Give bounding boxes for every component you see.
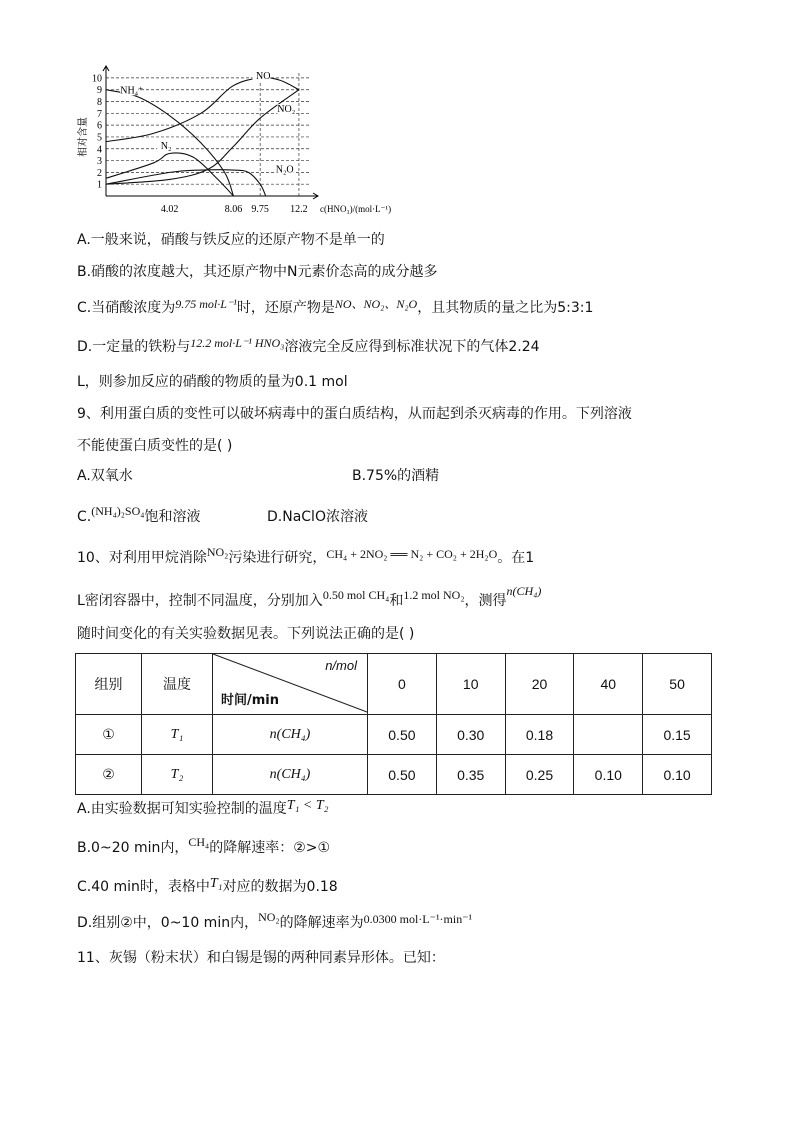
y-tick-label: 1 — [97, 179, 102, 191]
q8-c-text2: 时，还原产物是 — [236, 300, 335, 316]
th-time-0: 0 — [368, 654, 437, 715]
q10-c-text2: 对应的数据为0.18 — [222, 879, 338, 895]
cell-value: 0.25 — [505, 755, 574, 795]
q10-data-table — [75, 653, 712, 795]
q9-option-c[interactable] — [77, 504, 201, 527]
q9-c-formula: (NH₄)₂SO₄ — [91, 504, 145, 518]
q8-d-text2: 溶液完全反应得到标准状况下的气体2.24 — [284, 339, 540, 355]
q10-no2: NO₂ — [206, 545, 229, 559]
th-diag-top: n/mol — [325, 658, 357, 673]
cell-value: 0.35 — [436, 755, 505, 795]
th-time-2: 20 — [505, 654, 574, 715]
q10-a-text: A.由实验数据可知实验控制的温度 — [77, 801, 287, 817]
q8-option-c[interactable] — [77, 298, 593, 318]
cell-value: 0.30 — [436, 715, 505, 755]
q8-d-text1: D.一定量的铁粉与 — [77, 339, 191, 355]
cell-value — [574, 715, 643, 755]
q10-option-c[interactable] — [77, 877, 338, 898]
q10-c-formula: T₁ — [209, 876, 223, 891]
series-label: N₂ — [160, 140, 172, 152]
y-tick-label: 4 — [97, 144, 102, 156]
y-tick-label: 3 — [97, 156, 102, 168]
q10-a-formula: T₁ < T₂ — [286, 798, 329, 813]
table-row — [76, 715, 712, 755]
cell-value: 0.10 — [574, 755, 643, 795]
q10-d-text2: 的降解速率为 — [279, 915, 364, 931]
th-time-1: 10 — [436, 654, 505, 715]
q10-text3: 。在1 — [497, 550, 535, 566]
q8-d-conc: 12.2 mol·L⁻¹ HNO₃ — [190, 336, 285, 350]
series-label: NH₄⁺ — [120, 85, 144, 97]
cell-value: 0.15 — [643, 715, 712, 755]
y-tick-label: 7 — [97, 108, 102, 120]
q8-option-d-cont: L，则参加反应的硝酸的物质的量为0.1 mol — [77, 374, 348, 390]
cell-value: 0.10 — [643, 755, 712, 795]
q10-option-a[interactable] — [77, 799, 329, 820]
q9-option-b[interactable]: B.75%的酒精 — [352, 468, 440, 484]
q10-ch4-amount: 0.50 mol CH₄ — [322, 588, 390, 602]
q9-c-text: 饱和溶液 — [144, 509, 201, 525]
q10-b-text1: B.0~20 min内， — [77, 840, 189, 856]
y-tick-label: 2 — [97, 167, 102, 179]
q10-equation: CH₄ + 2NO₂ ══ N₂ + CO₂ + 2H₂O — [326, 547, 498, 561]
q8-c-products: NO、NO₂、N₂O — [334, 297, 418, 311]
q10-stem-line2 — [77, 584, 542, 611]
q10-no2-amount: 1.2 mol NO₂ — [403, 588, 465, 602]
q10-c-text1: C.40 min时，表格中 — [77, 879, 210, 895]
cell-value: 0.50 — [368, 755, 437, 795]
q8-option-a[interactable]: A.一般来说，硝酸与铁反应的还原产物不是单一的 — [77, 232, 385, 248]
q9-stem-line2: 不能使蛋白质变性的是( ) — [77, 438, 233, 454]
cell-label: n(CH₄) — [213, 715, 368, 755]
cell-temp: T₁ — [142, 715, 213, 755]
q10-text2: 污染进行研究， — [228, 550, 327, 566]
q10-stem-line1 — [77, 545, 535, 568]
table-header-row — [76, 654, 712, 715]
q9-option-a[interactable]: A.双氧水 — [77, 468, 133, 484]
y-tick-label: 5 — [97, 132, 102, 144]
th-temp: 温度 — [142, 654, 213, 715]
th-group: 组别 — [76, 654, 142, 715]
q10-d-text1: D.组别②中，0~10 min内， — [77, 915, 259, 931]
cell-temp: T₂ — [142, 755, 213, 795]
y-tick-label: 6 — [97, 120, 102, 132]
x-axis-label: c(HNO₃)/(mol·L⁻¹) — [320, 204, 392, 214]
x-tick-label: 4.02 — [160, 204, 179, 215]
hno3-reduction-chart — [78, 66, 404, 222]
th-diag-bottom: 时间/min — [221, 693, 280, 708]
th-time-4: 50 — [643, 654, 712, 715]
q8-c-text1: C.当硝酸浓度为 — [77, 300, 176, 316]
q10-text4: L密闭容器中，控制不同温度，分别加入 — [77, 593, 323, 609]
series-label: NO — [256, 71, 271, 83]
q10-option-b[interactable] — [77, 835, 331, 858]
x-tick-label: 12.2 — [290, 204, 308, 215]
series-label: N₂O — [275, 164, 294, 176]
q10-text5: 和 — [389, 593, 404, 609]
x-tick-label: 8.06 — [224, 204, 243, 215]
q10-d-formula: NO₂ — [258, 910, 280, 924]
y-axis-label: 相对含量 — [78, 116, 89, 157]
q8-option-b[interactable]: B.硝酸的浓度越大，其还原产物中N元素价态高的成分越多 — [77, 264, 438, 280]
cell-value: 0.50 — [368, 715, 437, 755]
table-row — [76, 755, 712, 795]
th-time-3: 40 — [574, 654, 643, 715]
series-line-N₂ — [106, 153, 233, 196]
q8-option-d[interactable] — [77, 337, 540, 357]
q10-d-rate: 0.0300 mol·L⁻¹·min⁻¹ — [363, 912, 473, 926]
q10-n-ch4: n(CH₄) — [506, 584, 542, 598]
th-diagonal — [213, 654, 368, 715]
q10-text1: 10、对利用甲烷消除 — [77, 550, 207, 566]
cell-value: 0.18 — [505, 715, 574, 755]
series-label: NO₂ — [277, 104, 296, 116]
q10-b-text2: 的降解速率：②>① — [209, 840, 331, 856]
q9-option-d[interactable]: D.NaClO浓溶液 — [267, 509, 368, 525]
q9-stem-line1: 9、利用蛋白质的变性可以破坏病毒中的蛋白质结构，从而起到杀灭病毒的作用。下列溶液 — [77, 406, 632, 422]
q8-c-conc: 9.75 mol·L⁻¹ — [175, 297, 237, 311]
cell-label: n(CH₄) — [213, 755, 368, 795]
q10-stem-line3: 随时间变化的有关实验数据见表。下列说法正确的是( ) — [77, 626, 415, 642]
cell-group: ① — [76, 715, 142, 755]
y-tick-label: 8 — [97, 97, 102, 109]
cell-group: ② — [76, 755, 142, 795]
x-tick-label: 9.75 — [251, 204, 269, 215]
q11-stem: 11、灰锡（粉末状）和白锡是锡的两种同素异形体。已知： — [77, 950, 445, 966]
q10-b-formula: CH₄ — [188, 835, 210, 849]
y-tick-label: 10 — [92, 73, 102, 85]
q9-c-label: C. — [77, 509, 92, 525]
q10-option-d[interactable] — [77, 910, 473, 933]
y-tick-label: 9 — [97, 85, 102, 97]
q10-text6: ，测得 — [464, 593, 507, 609]
q8-c-text3: ，且其物质的量之比为5:3:1 — [417, 300, 594, 316]
chart-labels — [76, 71, 391, 215]
